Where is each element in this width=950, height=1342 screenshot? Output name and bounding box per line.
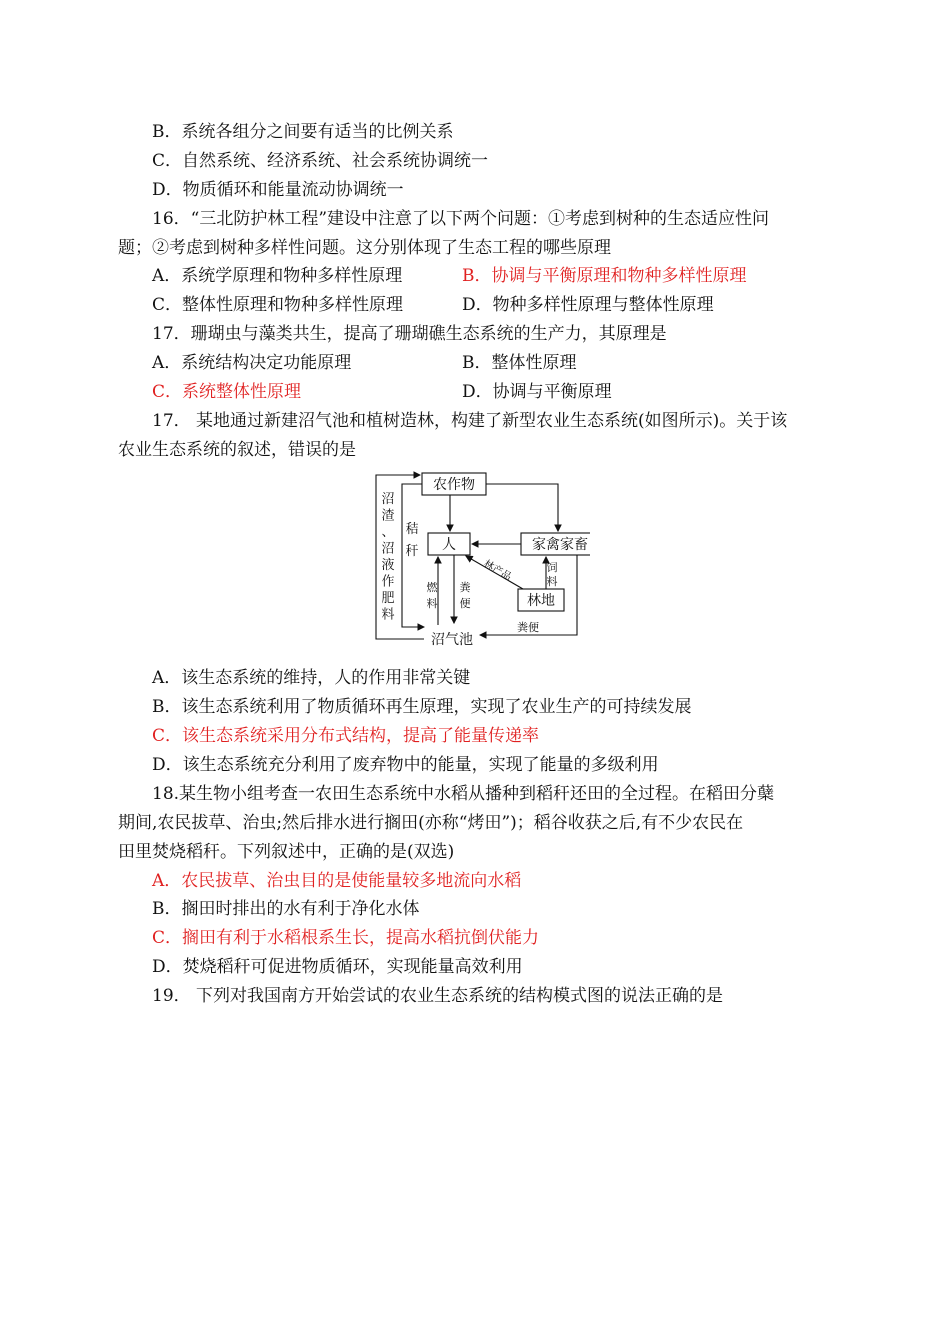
q17a-option-d: D．协调与平衡原理: [462, 382, 612, 402]
diagram-vertical-char: 料: [381, 607, 395, 623]
diagram-person-label: 人: [442, 537, 456, 553]
diagram-vertical-char: 渣: [381, 508, 395, 524]
q18-stem-line2: 期间,农民拔草、治虫;然后排水进行搁田(亦称“烤田”)；稻谷收获之后,有不少农民在: [118, 813, 744, 833]
q19-stem: 19． 下列对我国南方开始尝试的农业生态系统的结构模式图的说法正确的是: [152, 986, 724, 1006]
q17b-option-d: D．该生态系统充分利用了废弃物中的能量，实现了能量的多级利用: [152, 755, 659, 775]
q15-option-d: D．物质循环和能量流动协调统一: [152, 180, 404, 200]
q18-option-a-answer: A．农民拔草、治虫目的是使能量较多地流向水稻: [152, 871, 522, 891]
q18-stem-line1: 18.某生物小组考查一农田生态系统中水稻从播种到稻秆还田的全过程。在稻田分蘖: [152, 784, 775, 804]
diagram-vertical-char: 秆: [405, 544, 419, 559]
diagram-forest-product-label: 林产品: [481, 558, 513, 584]
q16-option-c: C．整体性原理和物种多样性原理: [152, 295, 404, 315]
diagram-forest-label: 林地: [527, 593, 555, 609]
q17a-stem: 17．珊瑚虫与藻类共生，提高了珊瑚礁生态系统的生产力，其原理是: [152, 324, 667, 344]
diagram-vertical-char: 粪: [459, 581, 471, 594]
diagram-feed-label: [547, 561, 558, 588]
diagram-vertical-char: 沼: [381, 541, 395, 557]
diagram-vertical-char: 、: [381, 525, 395, 540]
q18-option-c-answer: C．搁田有利于水稻根系生长，提高水稻抗倒伏能力: [152, 928, 540, 948]
q16-stem-line2: 题；②考虑到树种多样性问题。这分别体现了生态工程的哪些原理: [118, 238, 611, 258]
diagram-vertical-char: 液: [381, 558, 395, 573]
diagram-vertical-char: 饲: [546, 561, 558, 574]
q16-option-d: D．物种多样性原理与整体性原理: [462, 295, 714, 315]
agro-ecosystem-diagram: [368, 467, 590, 657]
diagram-bottom-manure-label: 粪便: [517, 621, 539, 634]
diagram-vertical-char: 料: [546, 575, 558, 588]
q17a-option-c-answer: C．系统整体性原理: [152, 382, 302, 402]
q18-option-b: B．搁田时排出的水有利于净化水体: [152, 899, 420, 919]
q17b-stem-line1: 17． 某地通过新建沼气池和植树造林，构建了新型农业生态系统(如图所示)。关于该: [152, 411, 788, 431]
q16-option-a: A．系统学原理和物种多样性原理: [152, 266, 403, 286]
diagram-fuel-label: [427, 580, 439, 610]
diagram-manure-label: [460, 580, 472, 610]
diagram-vertical-char: 料: [426, 597, 438, 610]
diagram-vertical-char: 燃: [426, 581, 438, 594]
diagram-biogas-label: 沼气池: [431, 632, 473, 648]
q18-option-d: D．焚烧稻秆可促进物质循环，实现能量高效利用: [152, 957, 523, 977]
diagram-straw-label: [405, 521, 418, 559]
diagram-crops-label: 农作物: [433, 477, 475, 493]
diagram-fertilizer-label: [381, 492, 394, 623]
diagram-livestock-label: 家禽家畜: [532, 537, 588, 553]
q16-stem-line1: 16．“三北防护林工程”建设中注意了以下两个问题：①考虑到树种的生态适应性问: [152, 209, 770, 229]
q17b-option-a: A．该生态系统的维持，人的作用非常关键: [152, 668, 471, 688]
diagram-vertical-char: 秸: [405, 522, 419, 537]
diagram-vertical-char: 沼: [381, 492, 395, 507]
q15-option-c: C．自然系统、经济系统、社会系统协调统一: [152, 151, 489, 171]
q17a-option-a: A．系统结构决定功能原理: [152, 353, 352, 373]
q17b-stem-line2: 农业生态系统的叙述，错误的是: [118, 440, 356, 460]
diagram-vertical-char: 作: [381, 574, 395, 590]
q17a-option-b: B．整体性原理: [462, 353, 577, 373]
diagram-vertical-char: 肥: [381, 591, 395, 606]
q15-option-b: B．系统各组分之间要有适当的比例关系: [152, 122, 454, 142]
q17b-option-c-answer: C．该生态系统采用分布式结构，提高了能量传递率: [152, 726, 540, 746]
q17b-option-b: B．该生态系统利用了物质循环再生原理，实现了农业生产的可持续发展: [152, 697, 692, 717]
q18-stem-line3: 田里焚烧稻秆。下列叙述中，正确的是(双选): [118, 842, 455, 862]
diagram-vertical-char: 便: [459, 597, 471, 610]
q16-option-b-answer: B．协调与平衡原理和物种多样性原理: [462, 266, 747, 286]
